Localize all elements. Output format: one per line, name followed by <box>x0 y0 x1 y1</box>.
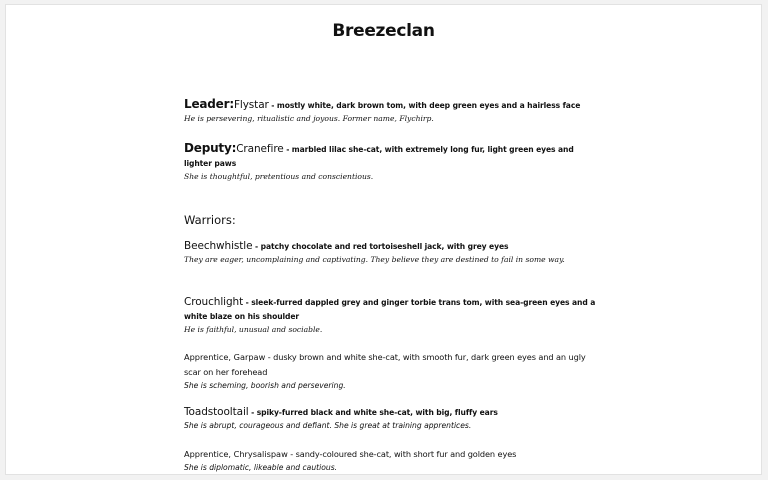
apprentice-personality: She is scheming, boorish and persevering. <box>184 381 346 390</box>
page-title: Breezeclan <box>332 21 435 41</box>
warrior-entry <box>184 405 604 432</box>
apprentice-name: Apprentice, Garpaw <box>184 352 266 362</box>
warrior-personality: He is faithful, unusual and sociable. <box>184 325 323 334</box>
apprentice-description: - dusky brown and white she-cat, with smooth fur, dark green eyes and an ugly scar on her forehead <box>184 352 586 377</box>
leader-description: - mostly white, dark brown tom, with deep green eyes and a hairless face <box>268 101 581 110</box>
apprentice-entry <box>184 447 604 474</box>
deputy-name: Cranefire <box>236 143 284 155</box>
leader-role-label: Leader: <box>184 97 234 111</box>
deputy-role-label: Deputy: <box>184 141 237 155</box>
apprentice-name: Apprentice, Chrysalispaw <box>184 449 288 459</box>
warriors-heading: Warriors: <box>184 213 236 227</box>
leader-personality: He is persevering, ritualistic and joyous. Former name, Flychirp. <box>184 114 434 123</box>
warrior-description: - spiky-furred black and white she-cat, with big, fluffy ears <box>248 408 498 417</box>
warrior-personality: They are eager, uncomplaining and captivating. They believe they are destined to fail in some way. <box>184 255 565 264</box>
warrior-personality: She is abrupt, courageous and defiant. She is great at training apprentices. <box>184 421 472 430</box>
deputy-personality: She is thoughtful, pretentious and conscientious. <box>184 172 374 181</box>
document-page <box>5 4 762 475</box>
leader-entry <box>184 97 604 125</box>
apprentice-line <box>184 447 604 462</box>
warrior-line <box>184 405 604 420</box>
warrior-description: - patchy chocolate and red tortoiseshell jack, with grey eyes <box>252 242 509 251</box>
deputy-line <box>184 141 604 171</box>
leader-name: Flystar <box>233 99 269 111</box>
leader-line <box>184 97 604 113</box>
apprentice-line <box>184 350 604 380</box>
warrior-line <box>184 295 604 324</box>
deputy-entry <box>184 141 604 183</box>
apprentice-description: - sandy-coloured she-cat, with short fur and golden eyes <box>287 449 517 459</box>
warrior-entry <box>184 295 604 336</box>
warrior-name: Beechwhistle <box>184 240 253 252</box>
apprentice-personality: She is diplomatic, likeable and cautious. <box>184 463 338 472</box>
warrior-name: Crouchlight <box>184 296 244 308</box>
deputy-description: - marbled lilac she-cat, with extremely long fur, light green eyes and lighter paws <box>184 145 574 168</box>
warrior-description: - sleek-furred dappled grey and ginger torbie trans tom, with sea-green eyes and a white blaze on his shoulder <box>184 298 596 321</box>
warrior-name: Toadstooltail <box>184 406 249 418</box>
warrior-entry <box>184 239 604 266</box>
apprentice-entry <box>184 350 604 392</box>
warrior-line <box>184 239 604 254</box>
